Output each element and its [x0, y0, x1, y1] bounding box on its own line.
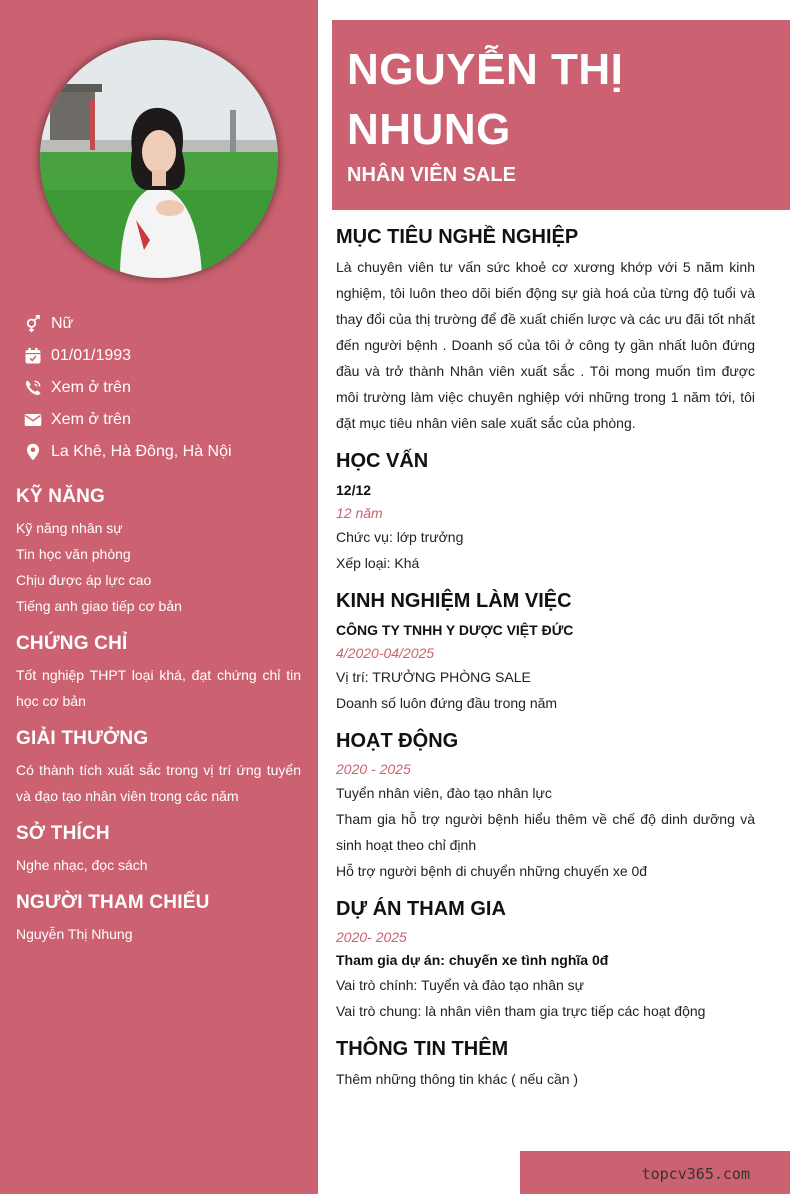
- candidate-role: NHÂN VIÊN SALE: [347, 164, 516, 186]
- awards-text: Có thành tích xuất sắc trong vị trí ứng tuyển và đạo tạo nhân viên trong các năm: [16, 762, 301, 804]
- activities-period: 2020 - 2025: [336, 761, 411, 777]
- contact-gender: [24, 308, 314, 340]
- contact-phone: [24, 372, 314, 404]
- activities-title: HOẠT ĐỘNG: [336, 730, 459, 752]
- education-line: Xếp loại: Khá: [336, 555, 420, 571]
- footer-bar: [520, 1151, 790, 1194]
- objective-text: Là chuyên viên tư vấn sức khoẻ cơ xương khớp với 5 năm kinh nghiệm, tôi luôn theo dõi biến động sự già hoá của từng độ tuổi và thay đổi của thị trường để đề xuất chiến lược và các ưu đãi tốt nhất đến người bệnh . Doanh số của tôi ở công ty gần nhất luôn đứng đầu và trở thành Nhân viên xuất sắc . Tôi mong muốn tìm được môi trường làm việc chuyên nghiệp với những trong 1 năm tới, tôi đặt mục tiêu nhân viên sale xuất sắc của phòng.: [336, 259, 755, 431]
- contact-address-text: La Khê, Hà Đông, Hà Nội: [51, 443, 232, 460]
- gender-icon: [24, 315, 42, 333]
- education-title: HỌC VẤN: [336, 450, 429, 472]
- extra-text: Thêm những thông tin khác ( nếu cần ): [336, 1071, 579, 1087]
- activity-line: Tuyển nhân viên, đào tạo nhân lực: [336, 785, 552, 801]
- contact-gender-text: Nữ: [51, 315, 74, 332]
- contact-phone-text: Xem ở trên: [51, 379, 131, 396]
- extra-title: THÔNG TIN THÊM: [336, 1038, 509, 1060]
- education-line: Chức vụ: lớp trưởng: [336, 529, 464, 545]
- experience-title: KINH NGHIỆM LÀM VIỆC: [336, 590, 572, 612]
- profile-photo-illustration: [40, 40, 278, 278]
- experience-line: Doanh số luôn đứng đầu trong năm: [336, 695, 558, 711]
- skills-section: [16, 486, 301, 619]
- phone-icon: [24, 379, 42, 397]
- experience-company: CÔNG TY TNHH Y DƯỢC VIỆT ĐỨC: [336, 622, 574, 638]
- education-school: 12/12: [336, 482, 372, 498]
- location-icon: [24, 443, 42, 461]
- skill-item: Kỹ năng nhân sự: [16, 520, 123, 536]
- objective-title: MỤC TIÊU NGHỀ NGHIỆP: [336, 226, 579, 248]
- references-title: NGƯỜI THAM CHIẾU: [16, 892, 210, 913]
- experience-section: [336, 590, 755, 716]
- activity-line: Tham gia hỗ trợ người bệnh hiểu thêm về chế độ dinh dưỡng và sinh hoạt theo chỉ định: [336, 811, 755, 853]
- candidate-name: NGUYỄN THỊ NHUNG: [347, 45, 624, 154]
- footer-watermark: topcv365.com: [641, 1165, 750, 1183]
- contact-birthday: [24, 340, 314, 372]
- activities-section: [336, 730, 755, 884]
- certificates-text: Tốt nghiệp THPT loại khá, đạt chứng chỉ tin học cơ bản: [16, 667, 301, 709]
- skill-item: Chịu được áp lực cao: [16, 572, 152, 588]
- hobbies-section: [16, 823, 301, 878]
- education-period: 12 năm: [336, 505, 383, 521]
- contact-email: [24, 404, 314, 436]
- project-name: Tham gia dự án: chuyến xe tình nghĩa 0đ: [336, 952, 609, 968]
- experience-period: 4/2020-04/2025: [336, 645, 435, 661]
- activity-line: Hỗ trợ người bệnh di chuyển những chuyến xe 0đ: [336, 863, 648, 879]
- contact-email-text: Xem ở trên: [51, 411, 131, 428]
- calendar-icon: [24, 347, 42, 365]
- project-line: Vai trò chính: Tuyển và đào tạo nhân sự: [336, 977, 585, 993]
- contact-birthday-text: 01/01/1993: [51, 347, 132, 364]
- references-section: [16, 892, 301, 947]
- skills-title: KỸ NĂNG: [16, 486, 106, 507]
- name-header: [332, 20, 790, 210]
- education-section: [336, 450, 755, 576]
- contact-address: [24, 436, 314, 468]
- contact-info: [24, 308, 314, 468]
- hobbies-text: Nghe nhạc, đọc sách: [16, 857, 148, 873]
- extra-section: [336, 1038, 755, 1092]
- certificates-section: [16, 633, 301, 714]
- awards-section: [16, 728, 301, 809]
- objective-section: [336, 226, 755, 436]
- email-icon: [24, 411, 42, 429]
- project-line: Vai trò chung: là nhân viên tham gia trực tiếp các hoạt động: [336, 1003, 706, 1019]
- main-content: [336, 226, 755, 1106]
- sidebar: [0, 0, 318, 1194]
- projects-title: DỰ ÁN THAM GIA: [336, 898, 506, 920]
- profile-photo: [40, 40, 278, 278]
- references-text: Nguyễn Thị Nhung: [16, 926, 133, 942]
- projects-period: 2020- 2025: [336, 929, 407, 945]
- skill-item: Tiếng anh giao tiếp cơ bản: [16, 598, 182, 614]
- experience-line: Vị trí: TRƯỞNG PHÒNG SALE: [336, 669, 531, 685]
- awards-title: GIẢI THƯỞNG: [16, 728, 149, 749]
- projects-section: [336, 898, 755, 1024]
- sidebar-sections: [16, 486, 301, 961]
- skill-item: Tin học văn phòng: [16, 546, 131, 562]
- certificates-title: CHỨNG CHỈ: [16, 633, 128, 654]
- hobbies-title: SỞ THÍCH: [16, 823, 110, 844]
